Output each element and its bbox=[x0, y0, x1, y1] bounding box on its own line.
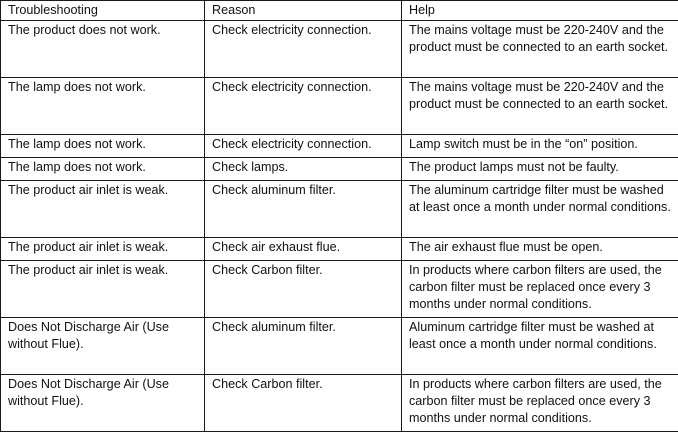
troubleshooting-cell: Does Not Discharge Air (Use without Flue). bbox=[1, 318, 205, 375]
header-reason: Reason bbox=[205, 1, 402, 21]
table-row bbox=[1, 261, 678, 318]
reason-cell: Check Carbon filter. bbox=[205, 375, 402, 432]
reason-cell: Check electricity connection. bbox=[205, 21, 402, 78]
help-cell: In products where carbon filters are used, the carbon filter must be replaced once every 3 months under normal conditions. bbox=[402, 261, 678, 318]
table-row bbox=[1, 78, 678, 135]
reason-cell: Check air exhaust flue. bbox=[205, 238, 402, 261]
troubleshooting-cell: The product air inlet is weak. bbox=[1, 181, 205, 238]
help-cell: Lamp switch must be in the “on” position. bbox=[402, 135, 678, 158]
troubleshooting-cell: The product air inlet is weak. bbox=[1, 238, 205, 261]
table-row bbox=[1, 375, 678, 432]
reason-cell: Check lamps. bbox=[205, 158, 402, 181]
table-row bbox=[1, 158, 678, 181]
troubleshooting-cell: The product air inlet is weak. bbox=[1, 261, 205, 318]
help-cell: The product lamps must not be faulty. bbox=[402, 158, 678, 181]
reason-cell: Check electricity connection. bbox=[205, 135, 402, 158]
troubleshooting-cell: The lamp does not work. bbox=[1, 78, 205, 135]
table-row bbox=[1, 21, 678, 78]
help-cell: In products where carbon filters are used, the carbon filter must be replaced once every 3 months under normal conditions. bbox=[402, 375, 678, 432]
reason-cell: Check Carbon filter. bbox=[205, 261, 402, 318]
troubleshooting-cell: Does Not Discharge Air (Use without Flue). bbox=[1, 375, 205, 432]
troubleshooting-cell: The lamp does not work. bbox=[1, 135, 205, 158]
help-cell: Aluminum cartridge filter must be washed at least once a month under normal conditions. bbox=[402, 318, 678, 375]
table-row bbox=[1, 181, 678, 238]
table-row bbox=[1, 238, 678, 261]
help-cell: The mains voltage must be 220-240V and the product must be connected to an earth socket. bbox=[402, 78, 678, 135]
table-header-row bbox=[1, 1, 678, 21]
header-troubleshooting: Troubleshooting bbox=[1, 1, 205, 21]
table-row bbox=[1, 135, 678, 158]
help-cell: The air exhaust flue must be open. bbox=[402, 238, 678, 261]
table-row bbox=[1, 318, 678, 375]
header-help: Help bbox=[402, 1, 678, 21]
help-cell: The aluminum cartridge filter must be washed at least once a month under normal conditions. bbox=[402, 181, 678, 238]
reason-cell: Check electricity connection. bbox=[205, 78, 402, 135]
help-cell: The mains voltage must be 220-240V and the product must be connected to an earth socket. bbox=[402, 21, 678, 78]
reason-cell: Check aluminum filter. bbox=[205, 181, 402, 238]
troubleshooting-cell: The product does not work. bbox=[1, 21, 205, 78]
troubleshooting-cell: The lamp does not work. bbox=[1, 158, 205, 181]
reason-cell: Check aluminum filter. bbox=[205, 318, 402, 375]
